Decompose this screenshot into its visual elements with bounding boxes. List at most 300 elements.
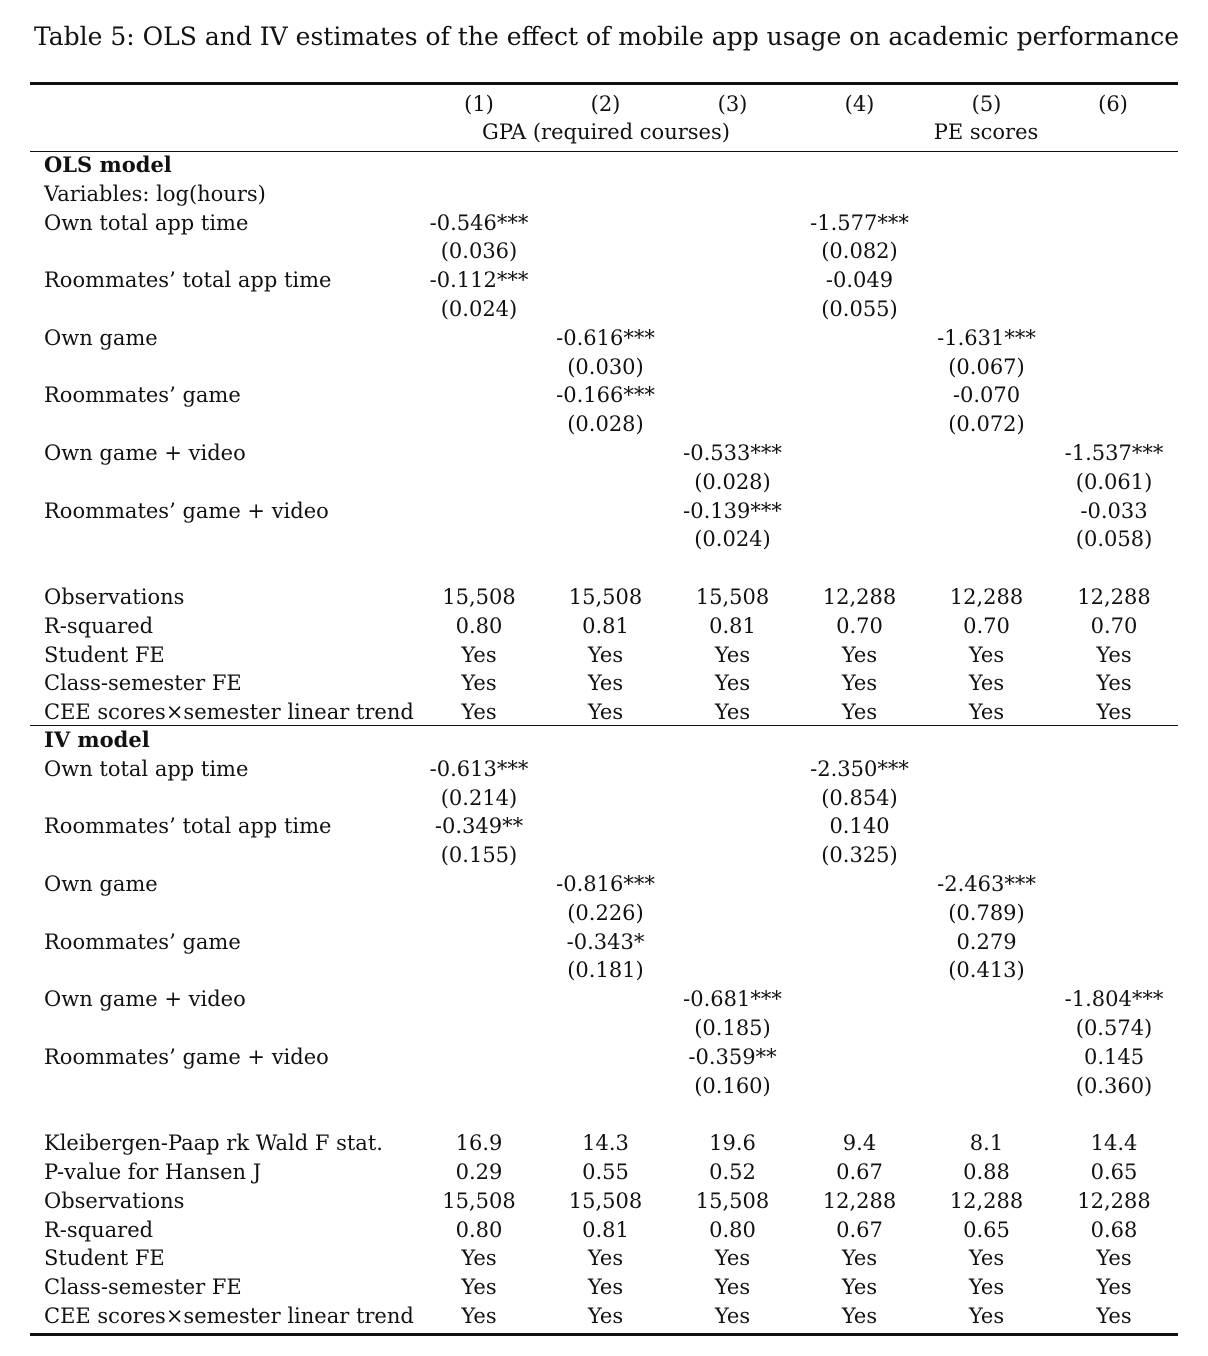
- table-cell: [923, 1014, 1050, 1043]
- section-title: IV model: [44, 727, 150, 752]
- table-cell: (0.185): [694, 1015, 771, 1040]
- table-cell: 0.81: [709, 613, 756, 638]
- table-cell: [796, 1043, 923, 1072]
- row-label: Roommates’ game: [44, 929, 241, 954]
- table-cell: 0.67: [836, 1217, 883, 1242]
- table-cell: (0.058): [1075, 527, 1153, 552]
- table-cell: [1050, 956, 1178, 985]
- table-cell: [796, 985, 923, 1014]
- table-row: [30, 1216, 1178, 1245]
- table-row: [30, 812, 1178, 841]
- table-cell: [542, 266, 669, 295]
- column-header-5: (5): [971, 92, 1002, 116]
- table-cell: [542, 784, 669, 813]
- table-cell: [542, 295, 669, 324]
- table-row: [30, 151, 1178, 180]
- table-cell: [796, 353, 923, 382]
- table-cell: [416, 1043, 542, 1072]
- table-cell: 0.65: [963, 1217, 1010, 1242]
- row-label: Observations: [44, 1188, 185, 1213]
- table-cell: [416, 1014, 542, 1043]
- table-cell: [796, 525, 923, 554]
- table-row: [30, 698, 1178, 727]
- table-cell: [669, 381, 796, 410]
- table-cell: 0.70: [1090, 613, 1138, 638]
- table-cell: [669, 784, 796, 813]
- table-cell: [796, 928, 923, 957]
- table-cell: (0.226): [567, 900, 644, 925]
- table-row: [30, 353, 1178, 382]
- table-row: [30, 899, 1178, 928]
- table-cell: [923, 1043, 1050, 1072]
- table-cell: Yes: [587, 671, 624, 696]
- table-cell: 0.70: [836, 613, 883, 638]
- table-row: [30, 1043, 1178, 1072]
- table-cell: 0.55: [582, 1159, 629, 1184]
- table-cell: [796, 956, 923, 985]
- column-header-6: (6): [1098, 92, 1128, 116]
- table-cell: Yes: [1096, 642, 1132, 667]
- table-cell: Yes: [841, 1246, 878, 1271]
- table-cell: [416, 899, 542, 928]
- table-cell: 0.80: [455, 1217, 503, 1242]
- table-cell: [923, 1072, 1050, 1101]
- table-cell: [416, 1072, 542, 1101]
- table-cell: 14.3: [582, 1131, 629, 1156]
- table-cell: Yes: [841, 1303, 878, 1328]
- table-cell: 0.81: [582, 613, 629, 638]
- table-cell: 0.29: [455, 1159, 503, 1184]
- table-cell: [1050, 755, 1178, 784]
- table-cell: 0.68: [1090, 1217, 1138, 1242]
- table-row: [30, 468, 1178, 497]
- table-cell: [542, 525, 669, 554]
- table-cell: [923, 209, 1050, 238]
- row-label: Own total app time: [44, 210, 249, 235]
- top-rule: [30, 82, 1178, 85]
- table-row: [30, 1014, 1178, 1043]
- table-cell: Yes: [714, 1303, 751, 1328]
- table-cell: 19.6: [709, 1131, 756, 1156]
- table-cell: [1050, 266, 1178, 295]
- table-cell: Yes: [587, 1246, 624, 1271]
- table-cell: 0.145: [1083, 1044, 1145, 1069]
- table-cell: Yes: [841, 671, 878, 696]
- table-cell: (0.072): [948, 412, 1025, 437]
- table-cell: (0.160): [694, 1073, 771, 1098]
- table-cell: [542, 497, 669, 526]
- row-label: Observations: [44, 584, 185, 609]
- table-cell: (0.067): [948, 354, 1025, 379]
- row-label: Own game + video: [44, 987, 246, 1012]
- table-cell: (0.360): [1075, 1073, 1153, 1098]
- table-cell: [542, 755, 669, 784]
- table-cell: (0.155): [440, 843, 518, 868]
- table-cell: (0.024): [694, 527, 771, 552]
- table-row: [30, 1100, 1178, 1129]
- ols-table: [30, 151, 1178, 727]
- table-cell: 12,288: [949, 584, 1024, 609]
- table-cell: [796, 1014, 923, 1043]
- table-cell: -0.681***: [683, 987, 782, 1012]
- iv-table: [30, 726, 1178, 1331]
- table-cell: [669, 353, 796, 382]
- table-cell: Yes: [1096, 671, 1132, 696]
- row-label: [30, 841, 416, 870]
- row-label: R-squared: [44, 613, 154, 638]
- table-row: [30, 870, 1178, 899]
- table-cell: -0.033: [1080, 498, 1148, 523]
- table-cell: [542, 1072, 669, 1101]
- table-cell: [796, 324, 923, 353]
- table-cell: [542, 439, 669, 468]
- table-cell: [796, 410, 923, 439]
- spacer-row: [30, 554, 1178, 583]
- table-row: [30, 1158, 1178, 1187]
- table-row: [30, 1244, 1178, 1273]
- table-cell: [796, 870, 923, 899]
- row-label: [30, 237, 416, 266]
- table-cell: [542, 1043, 669, 1072]
- row-label: [30, 468, 416, 497]
- table-cell: 0.67: [836, 1159, 883, 1184]
- table-cell: [416, 324, 542, 353]
- row-label: Roommates’ game + video: [44, 498, 329, 523]
- table-row: [30, 1129, 1178, 1158]
- column-header-4: (4): [844, 92, 875, 116]
- table-cell: 0.279: [956, 929, 1017, 954]
- row-label: Class-semester FE: [44, 1275, 242, 1300]
- table-cell: Yes: [461, 1275, 497, 1300]
- table-cell: -0.816***: [556, 871, 655, 896]
- table-row: [30, 928, 1178, 957]
- table-cell: 0.52: [709, 1159, 756, 1184]
- table-cell: 8.1: [969, 1131, 1004, 1156]
- table-cell: [796, 899, 923, 928]
- table-cell: [416, 497, 542, 526]
- table-cell: (0.325): [821, 843, 898, 868]
- table-cell: (0.024): [440, 296, 518, 321]
- table-cell: [416, 410, 542, 439]
- table-row: [30, 583, 1178, 612]
- table-cell: 15,508: [695, 584, 770, 609]
- table-cell: [1050, 209, 1178, 238]
- table-cell: Yes: [1096, 700, 1132, 725]
- table-cell: Yes: [461, 1246, 497, 1271]
- table-cell: Yes: [461, 1303, 497, 1328]
- row-label: [30, 1014, 416, 1043]
- table-cell: Yes: [841, 700, 878, 725]
- table-cell: (0.030): [567, 354, 644, 379]
- section-title: OLS model: [44, 152, 172, 177]
- table-row: [30, 612, 1178, 641]
- table-cell: Yes: [714, 1246, 751, 1271]
- table-cell: -0.112***: [429, 268, 529, 293]
- table-cell: 15,508: [442, 1188, 516, 1213]
- row-label: Class-semester FE: [44, 671, 242, 696]
- table-cell: (0.061): [1075, 469, 1153, 494]
- table-cell: (0.413): [948, 958, 1025, 983]
- table-cell: [542, 209, 669, 238]
- table-cell: [1050, 295, 1178, 324]
- table-cell: -0.049: [825, 268, 894, 293]
- table-row: [30, 755, 1178, 784]
- table-cell: [669, 209, 796, 238]
- bottom-rule: [30, 1333, 1178, 1336]
- column-header-1: (1): [464, 92, 494, 116]
- column-header-2: (2): [590, 92, 621, 116]
- row-label: Own game + video: [44, 440, 246, 465]
- table-cell: [796, 468, 923, 497]
- table-cell: Yes: [1096, 1303, 1132, 1328]
- table-cell: [1050, 899, 1178, 928]
- table-cell: Yes: [461, 700, 497, 725]
- row-label: Roommates’ total app time: [44, 814, 332, 839]
- table-cell: [923, 525, 1050, 554]
- table-cell: 15,508: [442, 584, 516, 609]
- table-cell: [923, 985, 1050, 1014]
- table-cell: Yes: [461, 671, 497, 696]
- row-label: [30, 525, 416, 554]
- table-cell: [923, 468, 1050, 497]
- table-cell: [796, 1072, 923, 1101]
- table-cell: 12,288: [1077, 584, 1151, 609]
- table-row: [30, 266, 1178, 295]
- table-cell: [416, 928, 542, 957]
- table-row: [30, 554, 1178, 583]
- table-cell: [416, 353, 542, 382]
- row-label: Own game: [44, 871, 158, 896]
- table-cell: -1.631***: [937, 325, 1036, 350]
- row-label: Roommates’ game: [44, 383, 241, 408]
- row-label: CEE scores×semester linear trend: [44, 700, 414, 725]
- column-header-3: (3): [717, 92, 748, 116]
- table-cell: [1050, 784, 1178, 813]
- table-cell: [669, 324, 796, 353]
- table-cell: [796, 497, 923, 526]
- row-label: Own total app time: [44, 756, 249, 781]
- row-label: Own game: [44, 325, 158, 350]
- table-cell: [1050, 324, 1178, 353]
- table-cell: Yes: [714, 642, 751, 667]
- table-cell: -0.349**: [434, 814, 524, 839]
- table-cell: [669, 812, 796, 841]
- spacer-row: [30, 1100, 1178, 1129]
- table-cell: [796, 381, 923, 410]
- table-row: [30, 1072, 1178, 1101]
- table-cell: [1050, 870, 1178, 899]
- table-cell: -0.166***: [556, 383, 655, 408]
- table-row: [30, 209, 1178, 238]
- table-cell: 12,288: [822, 584, 897, 609]
- table-cell: [669, 956, 796, 985]
- table-cell: [1050, 353, 1178, 382]
- table-row: [30, 324, 1178, 353]
- table-cell: 12,288: [949, 1188, 1024, 1213]
- row-label: [30, 353, 416, 382]
- row-label: Kleibergen-Paap rk Wald F stat.: [44, 1131, 383, 1156]
- table-cell: 9.4: [842, 1131, 877, 1156]
- row-label: P-value for Hansen J: [44, 1159, 262, 1184]
- table-cell: [542, 812, 669, 841]
- table-cell: -1.577***: [810, 210, 909, 235]
- table-cell: Yes: [968, 671, 1005, 696]
- table-cell: [923, 295, 1050, 324]
- table-cell: [542, 237, 669, 266]
- table-cell: Yes: [968, 700, 1005, 725]
- table-cell: (0.028): [567, 412, 644, 437]
- table-cell: Yes: [968, 642, 1005, 667]
- table-cell: [416, 381, 542, 410]
- table-cell: [542, 985, 669, 1014]
- table-cell: -2.463***: [937, 871, 1036, 896]
- row-label: R-squared: [44, 1217, 154, 1242]
- table-cell: Yes: [841, 642, 878, 667]
- table-cell: [669, 237, 796, 266]
- table-row: [30, 1187, 1178, 1216]
- table-cell: [1050, 841, 1178, 870]
- table-cell: [416, 439, 542, 468]
- table-cell: 0.140: [829, 814, 890, 839]
- table-cell: [416, 870, 542, 899]
- table-cell: (0.214): [440, 785, 518, 810]
- table-cell: Yes: [1096, 1246, 1132, 1271]
- table-row: [30, 237, 1178, 266]
- table-cell: 12,288: [822, 1188, 897, 1213]
- table-row: [30, 641, 1178, 670]
- table-cell: [796, 439, 923, 468]
- table-cell: 15,508: [568, 1188, 643, 1213]
- table-cell: Yes: [968, 1246, 1005, 1271]
- table-cell: [416, 468, 542, 497]
- table-cell: [923, 755, 1050, 784]
- table-cell: [669, 410, 796, 439]
- table-row: [30, 784, 1178, 813]
- table-cell: Yes: [461, 642, 497, 667]
- table-cell: [416, 985, 542, 1014]
- table-cell: [669, 295, 796, 324]
- table-cell: 0.81: [582, 1217, 629, 1242]
- table-cell: [1050, 812, 1178, 841]
- table-cell: [923, 841, 1050, 870]
- table-cell: (0.789): [948, 900, 1025, 925]
- table-cell: 0.70: [963, 613, 1010, 638]
- table-cell: 15,508: [568, 584, 643, 609]
- table-cell: [669, 899, 796, 928]
- table-cell: -0.616***: [556, 325, 655, 350]
- row-label: [30, 295, 416, 324]
- table-row: [30, 525, 1178, 554]
- table-cell: (0.082): [821, 239, 898, 264]
- table-cell: (0.574): [1075, 1015, 1153, 1040]
- table-cell: (0.055): [821, 296, 898, 321]
- table-cell: Yes: [714, 1275, 751, 1300]
- row-label: CEE scores×semester linear trend: [44, 1303, 414, 1328]
- table-cell: -1.537***: [1064, 440, 1164, 465]
- table-cell: Yes: [587, 700, 624, 725]
- table-cell: -0.343*: [566, 929, 645, 954]
- table-cell: [542, 841, 669, 870]
- table-cell: [542, 468, 669, 497]
- row-label: Student FE: [44, 1246, 165, 1271]
- table-row: [30, 180, 1178, 209]
- table-cell: Yes: [841, 1275, 878, 1300]
- table-cell: (0.854): [821, 785, 898, 810]
- table-cell: [669, 870, 796, 899]
- table-cell: [669, 266, 796, 295]
- row-label: [30, 956, 416, 985]
- table-cell: Yes: [968, 1303, 1005, 1328]
- table-cell: [669, 841, 796, 870]
- table-cell: -1.804***: [1064, 987, 1164, 1012]
- table-cell: [923, 237, 1050, 266]
- table-row: [30, 295, 1178, 324]
- table-cell: [923, 784, 1050, 813]
- row-label: [30, 410, 416, 439]
- table-row: [30, 1302, 1178, 1331]
- table-row: [30, 985, 1178, 1014]
- table-cell: Yes: [968, 1275, 1005, 1300]
- table-cell: Yes: [587, 1275, 624, 1300]
- table-cell: 0.80: [455, 613, 503, 638]
- table-row: [30, 669, 1178, 698]
- table-cell: -0.613***: [429, 756, 529, 781]
- table-cell: -2.350***: [810, 756, 909, 781]
- table-row: [30, 497, 1178, 526]
- table-row: [30, 956, 1178, 985]
- table-cell: (0.036): [440, 239, 518, 264]
- table-cell: [1050, 928, 1178, 957]
- table-cell: [416, 525, 542, 554]
- table-row: [30, 410, 1178, 439]
- row-label: Roommates’ game + video: [44, 1044, 329, 1069]
- variables-note: Variables: log(hours): [44, 181, 266, 206]
- table-cell: [923, 266, 1050, 295]
- table-cell: [542, 1014, 669, 1043]
- table-cell: [416, 956, 542, 985]
- table-row: [30, 381, 1178, 410]
- table-cell: [669, 755, 796, 784]
- table-cell: [669, 928, 796, 957]
- table-cell: 0.88: [963, 1159, 1010, 1184]
- table-caption: Table 5: OLS and IV estimates of the effect of mobile app usage on academic performance: [34, 22, 1180, 51]
- table-cell: [1050, 381, 1178, 410]
- table-cell: (0.181): [567, 958, 644, 983]
- table-cell: 14.4: [1090, 1131, 1138, 1156]
- table-cell: Yes: [587, 1303, 624, 1328]
- row-label: Student FE: [44, 642, 165, 667]
- table-cell: 12,288: [1077, 1188, 1151, 1213]
- row-label: [30, 1072, 416, 1101]
- table-cell: [1050, 410, 1178, 439]
- table-cell: -0.139***: [683, 498, 782, 523]
- table-cell: Yes: [587, 642, 624, 667]
- table-cell: [923, 497, 1050, 526]
- table-cell: -0.533***: [683, 440, 782, 465]
- table-row: [30, 439, 1178, 468]
- group-header-gpa: GPA (required courses): [482, 120, 730, 144]
- table-cell: -0.070: [952, 383, 1021, 408]
- row-label: Roommates’ total app time: [44, 268, 332, 293]
- table-cell: [923, 812, 1050, 841]
- table-cell: [923, 439, 1050, 468]
- table-row: [30, 1273, 1178, 1302]
- table-cell: -0.546***: [429, 210, 529, 235]
- table-cell: 0.80: [709, 1217, 756, 1242]
- table-cell: Yes: [1096, 1275, 1132, 1300]
- table-cell: -0.359**: [688, 1044, 777, 1069]
- table-cell: Yes: [714, 700, 751, 725]
